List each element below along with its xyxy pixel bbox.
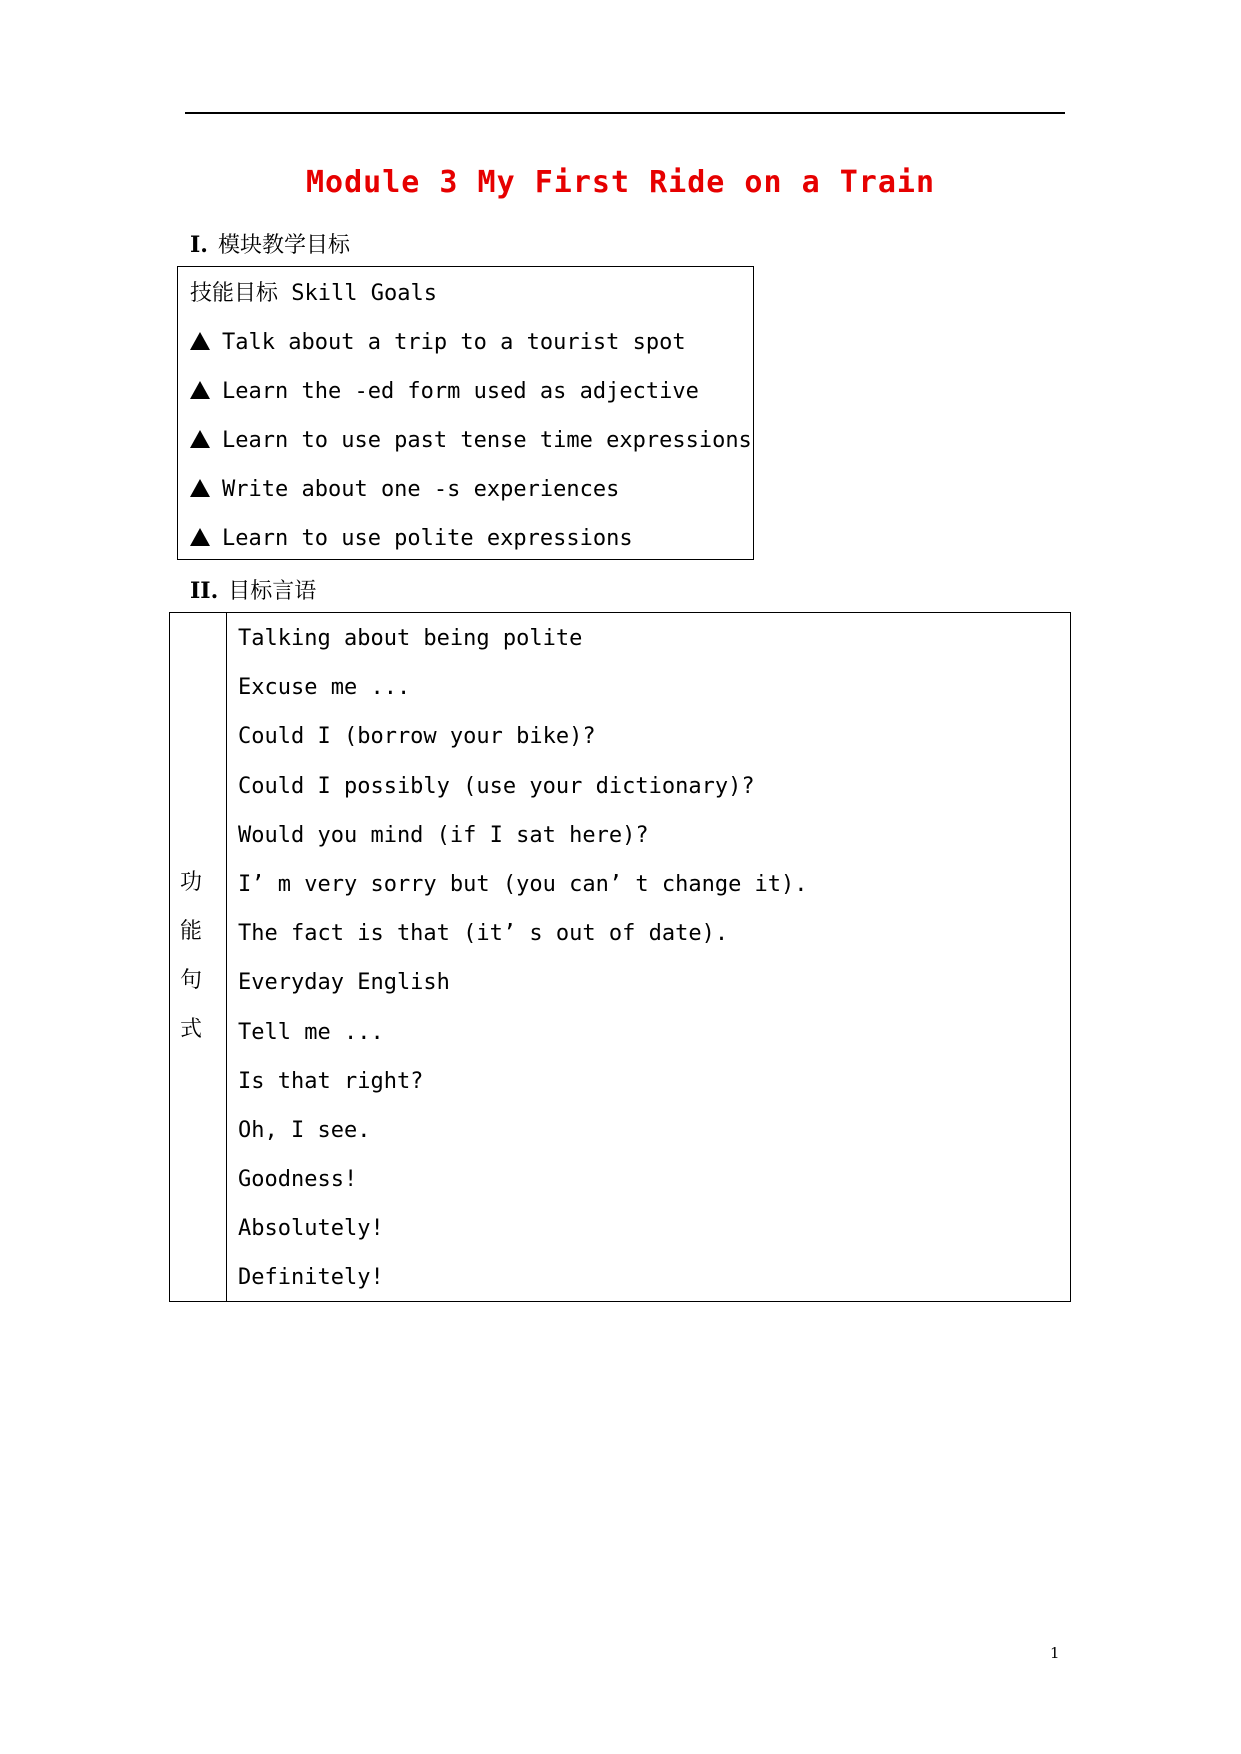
function-line: Excuse me ... (238, 675, 411, 701)
page-title: Module 3 My First Ride on a Train (305, 165, 936, 200)
function-line: Oh, I see. (238, 1117, 371, 1143)
skill-goal-item (190, 318, 753, 367)
label-char: 能 (180, 919, 203, 944)
function-line: Tell me ... (238, 1019, 384, 1045)
triangle-bullet-icon (190, 479, 210, 497)
function-line: Everyday English (238, 970, 450, 996)
skill-goal-item (190, 465, 753, 514)
skill-goals-box (177, 266, 754, 560)
header-rule (185, 112, 1065, 114)
function-sentences-table (169, 612, 1071, 1302)
function-line: Is that right? (238, 1068, 424, 1094)
skill-goal-text: Learn to use past tense time expressions (222, 428, 752, 453)
function-lines (238, 613, 808, 1303)
skill-goal-item (190, 367, 753, 416)
function-line: Could I possibly (use your dictionary)? (238, 773, 755, 799)
label-char: 句 (180, 968, 203, 993)
skill-goal-text: Talk about a trip to a tourist spot (222, 330, 686, 355)
function-line: Could I (borrow your bike)? (238, 724, 596, 750)
function-line: Talking about being polite (238, 626, 583, 651)
triangle-bullet-icon (190, 430, 210, 448)
function-label-column (170, 613, 227, 1301)
function-line: The fact is that (it’ s out of date). (238, 921, 729, 947)
function-line: Absolutely! (238, 1216, 384, 1242)
triangle-bullet-icon (190, 528, 210, 546)
section-number-2: II. (190, 578, 219, 604)
function-line: Would you mind (if I sat here)? (238, 822, 649, 848)
section-title-1: 模块教学目标 (217, 233, 350, 258)
skill-goal-item (190, 514, 753, 563)
skill-goal-text: Learn the -ed form used as adjective (222, 379, 699, 404)
triangle-bullet-icon (190, 381, 210, 399)
section-title-2: 目标言语 (228, 579, 317, 604)
skill-goal-text: Learn to use polite expressions (222, 526, 633, 551)
skill-goals-heading: 技能目标 Skill Goals (190, 281, 437, 306)
section-heading-1 (190, 228, 350, 259)
triangle-bullet-icon (190, 332, 210, 350)
function-line: I’ m very sorry but (you can’ t change it). (238, 871, 808, 897)
label-char: 功 (180, 870, 203, 895)
section-number-1: I. (190, 232, 208, 258)
function-line: Goodness! (238, 1167, 358, 1193)
label-char: 式 (180, 1017, 203, 1042)
skill-goal-item (190, 416, 753, 465)
page-number: 1 (1050, 1644, 1060, 1662)
skill-goal-text: Write about one -s experiences (222, 477, 620, 502)
section-heading-2 (190, 574, 316, 605)
function-line: Definitely! (238, 1265, 384, 1291)
